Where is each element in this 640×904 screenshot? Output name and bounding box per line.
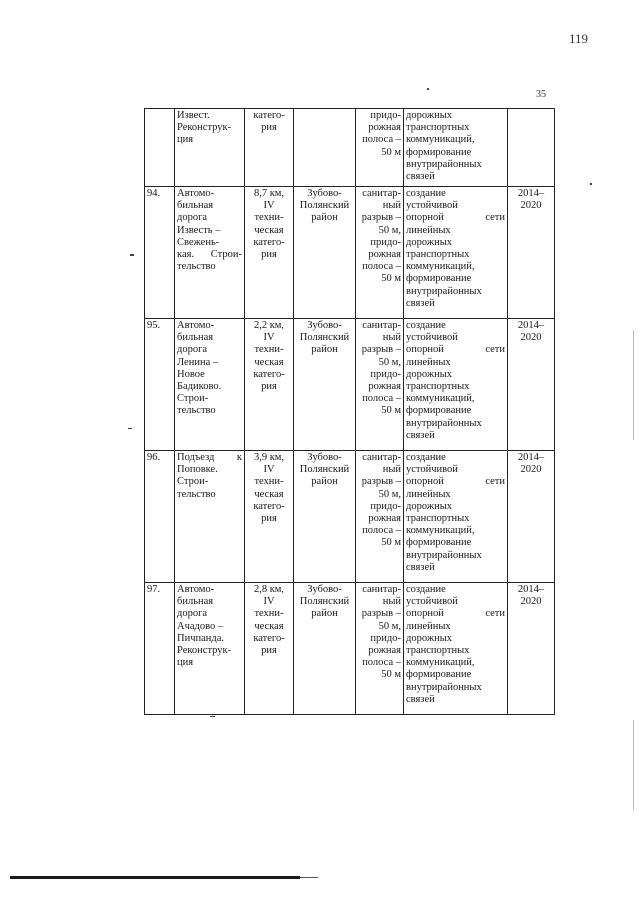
cell-line: Бадиково. bbox=[177, 381, 222, 393]
cell-line: устойчивой bbox=[406, 464, 458, 476]
cell-line: 50 м bbox=[381, 669, 401, 681]
cell-line: 2020 bbox=[520, 200, 542, 212]
cell-line: техни- bbox=[254, 212, 284, 224]
row-number-cell bbox=[145, 109, 175, 187]
cell-line: дорожных bbox=[406, 500, 453, 512]
cell-line: придо- bbox=[370, 110, 401, 121]
cell-line: Зубово- bbox=[307, 320, 342, 331]
cell-line: район bbox=[311, 608, 338, 620]
cell-line: формирование bbox=[406, 669, 472, 681]
district-cell bbox=[294, 583, 356, 715]
cell-line: внутрирайонных bbox=[406, 681, 482, 693]
scan-speck bbox=[128, 428, 132, 429]
cell-line: линейных bbox=[406, 488, 451, 500]
table-row bbox=[145, 109, 555, 187]
cell-line: связей bbox=[406, 561, 435, 573]
cell-line: техни- bbox=[254, 476, 284, 488]
cell-line: тельство bbox=[177, 261, 216, 273]
row-number-cell bbox=[145, 319, 175, 451]
cell-line: район bbox=[311, 476, 338, 488]
cell-line: тельство bbox=[177, 405, 216, 417]
cell-line: Зубово- bbox=[307, 584, 342, 595]
cell-line: создание bbox=[406, 320, 446, 331]
cell-line: 97. bbox=[147, 584, 161, 595]
cell-line: техни- bbox=[254, 344, 284, 356]
cell-line: разрыв – bbox=[361, 608, 401, 620]
cell-line: рия bbox=[261, 381, 277, 393]
cell-line: рия bbox=[261, 645, 277, 657]
object-name-cell bbox=[175, 187, 245, 319]
cell-line: разрыв – bbox=[361, 476, 401, 488]
cell-line: полоса – bbox=[362, 261, 401, 273]
scan-speck bbox=[130, 254, 134, 256]
length-category-cell bbox=[245, 109, 294, 187]
district-cell bbox=[294, 451, 356, 583]
restriction-zone-cell bbox=[356, 187, 404, 319]
cell-line: транспортных bbox=[406, 249, 470, 261]
cell-line: транспортных bbox=[406, 513, 470, 525]
cell-line: 50 м, bbox=[378, 356, 401, 368]
scan-speck bbox=[427, 88, 429, 90]
page-number: 119 bbox=[568, 31, 588, 46]
cell-line: внутрирайонных bbox=[406, 417, 482, 429]
cell-line: 2,8 км, bbox=[253, 584, 285, 595]
cell-line: 96. bbox=[147, 452, 161, 463]
cell-line: 50 м bbox=[381, 405, 401, 417]
cell-line: техни- bbox=[254, 608, 284, 620]
cell-line: катего- bbox=[253, 368, 285, 380]
row-number-cell bbox=[145, 583, 175, 715]
scan-edge-bar bbox=[10, 876, 300, 879]
cell-line: внутрирайонных bbox=[406, 285, 482, 297]
cell-line: создание bbox=[406, 188, 446, 199]
cell-line: Подъезд к bbox=[177, 452, 242, 463]
cell-line: 50 м, bbox=[378, 224, 401, 236]
scan-edge-line bbox=[633, 330, 634, 440]
cell-line: рожная bbox=[368, 249, 401, 261]
cell-line: опорной сети bbox=[406, 212, 505, 224]
period-cell bbox=[508, 451, 555, 583]
cell-line: ческая bbox=[254, 356, 284, 368]
cell-line: 50 м, bbox=[378, 488, 401, 500]
cell-line: санитар- bbox=[362, 452, 401, 463]
cell-line: Полянский bbox=[299, 332, 350, 344]
cell-line: связей bbox=[406, 693, 435, 705]
cell-line: внутрирайонных bbox=[406, 158, 482, 170]
scan-speck bbox=[210, 716, 215, 717]
cell-line: 50 м bbox=[381, 537, 401, 549]
length-category-cell bbox=[245, 187, 294, 319]
cell-line: 2020 bbox=[520, 332, 542, 344]
cell-line: коммуникаций, bbox=[406, 525, 475, 537]
cell-line: опорной сети bbox=[406, 608, 505, 620]
length-category-cell bbox=[245, 451, 294, 583]
cell-line: Ленина – bbox=[177, 356, 219, 368]
table-row bbox=[145, 583, 555, 715]
length-category-cell bbox=[245, 583, 294, 715]
cell-line: устойчивой bbox=[406, 596, 458, 608]
cell-line: район bbox=[311, 212, 338, 224]
objects-table bbox=[144, 108, 555, 715]
cell-line: 2020 bbox=[520, 464, 542, 476]
length-category-cell bbox=[245, 319, 294, 451]
scan-edge-line bbox=[633, 720, 634, 810]
cell-line: Автомо- bbox=[177, 320, 215, 331]
period-cell bbox=[508, 187, 555, 319]
cell-line: рожная bbox=[368, 645, 401, 657]
cell-line: рожная bbox=[368, 381, 401, 393]
cell-line: придо- bbox=[370, 236, 401, 248]
cell-line: линейных bbox=[406, 356, 451, 368]
cell-line: придо- bbox=[370, 632, 401, 644]
cell-line: Автомо- bbox=[177, 584, 215, 595]
cell-line: 2014– bbox=[517, 320, 545, 331]
cell-line: 2014– bbox=[517, 584, 545, 595]
cell-line: ция bbox=[177, 134, 194, 146]
cell-line: коммуникаций, bbox=[406, 393, 475, 405]
cell-line: транспортных bbox=[406, 381, 470, 393]
cell-line: внутрирайонных bbox=[406, 549, 482, 561]
cell-line: формирование bbox=[406, 405, 472, 417]
cell-line: связей bbox=[406, 297, 435, 309]
cell-line: катего- bbox=[253, 236, 285, 248]
cell-line: коммуникаций, bbox=[406, 261, 475, 273]
cell-line: Реконструк- bbox=[177, 645, 232, 657]
restriction-zone-cell bbox=[356, 319, 404, 451]
cell-line: 50 м, bbox=[378, 620, 401, 632]
cell-line: ный bbox=[382, 332, 401, 344]
period-cell bbox=[508, 109, 555, 187]
cell-line: Свежень- bbox=[177, 236, 220, 248]
cell-line: 8,7 км, bbox=[253, 188, 285, 199]
cell-line: устойчивой bbox=[406, 332, 458, 344]
cell-line: бильная bbox=[177, 596, 214, 608]
restriction-zone-cell bbox=[356, 109, 404, 187]
purpose-cell bbox=[404, 187, 508, 319]
cell-line: 94. bbox=[147, 188, 161, 199]
cell-line: дорожных bbox=[406, 110, 453, 121]
cell-line: опорной сети bbox=[406, 344, 505, 356]
cell-line: тельство bbox=[177, 488, 216, 500]
cell-line: ный bbox=[382, 464, 401, 476]
cell-line: 50 м bbox=[381, 146, 401, 158]
cell-line: кая. Строи- bbox=[177, 249, 242, 261]
cell-line: Полянский bbox=[299, 200, 350, 212]
cell-line: транспортных bbox=[406, 122, 470, 134]
purpose-cell bbox=[404, 109, 508, 187]
restriction-zone-cell bbox=[356, 451, 404, 583]
purpose-cell bbox=[404, 583, 508, 715]
cell-line: коммуникаций, bbox=[406, 134, 475, 146]
cell-line: район bbox=[311, 344, 338, 356]
cell-line: Новое bbox=[177, 368, 205, 380]
cell-line: дорожных bbox=[406, 236, 453, 248]
cell-line: IV bbox=[263, 596, 275, 608]
cell-line: формирование bbox=[406, 273, 472, 285]
cell-line: ный bbox=[382, 200, 401, 212]
cell-line: катего- bbox=[253, 500, 285, 512]
cell-line: ческая bbox=[254, 224, 284, 236]
cell-line: устойчивой bbox=[406, 200, 458, 212]
cell-line: 3,9 км, bbox=[253, 452, 285, 463]
row-number-cell bbox=[145, 187, 175, 319]
cell-line: дорожных bbox=[406, 632, 453, 644]
district-cell bbox=[294, 319, 356, 451]
cell-line: рожная bbox=[368, 513, 401, 525]
cell-line: придо- bbox=[370, 500, 401, 512]
cell-line: 95. bbox=[147, 320, 161, 331]
cell-line: Извест. bbox=[177, 110, 210, 121]
cell-line: полоса – bbox=[362, 393, 401, 405]
purpose-cell bbox=[404, 451, 508, 583]
cell-line: Строи- bbox=[177, 476, 209, 488]
district-cell bbox=[294, 109, 356, 187]
cell-line: связей bbox=[406, 171, 435, 183]
cell-line: придо- bbox=[370, 368, 401, 380]
cell-line: 2020 bbox=[520, 596, 542, 608]
cell-line: бильная bbox=[177, 332, 214, 344]
cell-line: Поповке. bbox=[177, 464, 218, 476]
object-name-cell bbox=[175, 109, 245, 187]
object-name-cell bbox=[175, 583, 245, 715]
district-cell bbox=[294, 187, 356, 319]
cell-line: рия bbox=[261, 122, 277, 134]
cell-line: транспортных bbox=[406, 645, 470, 657]
scan-edge-line bbox=[300, 877, 318, 878]
cell-line: катего- bbox=[253, 110, 285, 121]
restriction-zone-cell bbox=[356, 583, 404, 715]
cell-line: связей bbox=[406, 429, 435, 441]
cell-line: санитар- bbox=[362, 584, 401, 595]
cell-line: бильная bbox=[177, 200, 214, 212]
cell-line: полоса – bbox=[362, 525, 401, 537]
cell-line: 50 м bbox=[381, 273, 401, 285]
cell-line: IV bbox=[263, 200, 275, 212]
object-name-cell bbox=[175, 319, 245, 451]
cell-line: IV bbox=[263, 464, 275, 476]
cell-line: катего- bbox=[253, 632, 285, 644]
cell-line: формирование bbox=[406, 146, 472, 158]
table-row bbox=[145, 319, 555, 451]
cell-line: дорога bbox=[177, 344, 208, 356]
cell-line: Полянский bbox=[299, 596, 350, 608]
purpose-cell bbox=[404, 319, 508, 451]
object-name-cell bbox=[175, 451, 245, 583]
cell-line: санитар- bbox=[362, 320, 401, 331]
cell-line: рия bbox=[261, 249, 277, 261]
cell-line: разрыв – bbox=[361, 344, 401, 356]
table-row bbox=[145, 451, 555, 583]
cell-line: коммуникаций, bbox=[406, 657, 475, 669]
row-number-cell bbox=[145, 451, 175, 583]
cell-line: рожная bbox=[368, 122, 401, 134]
cell-line: Полянский bbox=[299, 464, 350, 476]
cell-line: Пичпанда. bbox=[177, 632, 225, 644]
cell-line: создание bbox=[406, 584, 446, 595]
cell-line: линейных bbox=[406, 620, 451, 632]
cell-line: Зубово- bbox=[307, 188, 342, 199]
cell-line: создание bbox=[406, 452, 446, 463]
cell-line: Автомо- bbox=[177, 188, 215, 199]
cell-line: IV bbox=[263, 332, 275, 344]
cell-line: дорога bbox=[177, 608, 208, 620]
cell-line: Ачадово – bbox=[177, 620, 224, 632]
cell-line: полоса – bbox=[362, 657, 401, 669]
cell-line: 2,2 км, bbox=[253, 320, 285, 331]
cell-line: ческая bbox=[254, 620, 284, 632]
cell-line: Известь – bbox=[177, 224, 221, 236]
cell-line: 2014– bbox=[517, 452, 545, 463]
period-cell bbox=[508, 319, 555, 451]
cell-line: Зубово- bbox=[307, 452, 342, 463]
table-row bbox=[145, 187, 555, 319]
cell-line: опорной сети bbox=[406, 476, 505, 488]
cell-line: формирование bbox=[406, 537, 472, 549]
cell-line: дорожных bbox=[406, 368, 453, 380]
table-body bbox=[145, 109, 555, 715]
cell-line: Строи- bbox=[177, 393, 209, 405]
cell-line: ческая bbox=[254, 488, 284, 500]
cell-line: линейных bbox=[406, 224, 451, 236]
cell-line: рия bbox=[261, 513, 277, 525]
document-page-number: 35 bbox=[536, 89, 546, 100]
cell-line: Реконструк- bbox=[177, 122, 232, 134]
cell-line: полоса – bbox=[362, 134, 401, 146]
cell-line: ция bbox=[177, 657, 194, 669]
cell-line: санитар- bbox=[362, 188, 401, 199]
cell-line: разрыв – bbox=[361, 212, 401, 224]
scan-speck bbox=[590, 183, 592, 185]
cell-line: ный bbox=[382, 596, 401, 608]
cell-line: 2014– bbox=[517, 188, 545, 199]
cell-line: дорога bbox=[177, 212, 208, 224]
period-cell bbox=[508, 583, 555, 715]
